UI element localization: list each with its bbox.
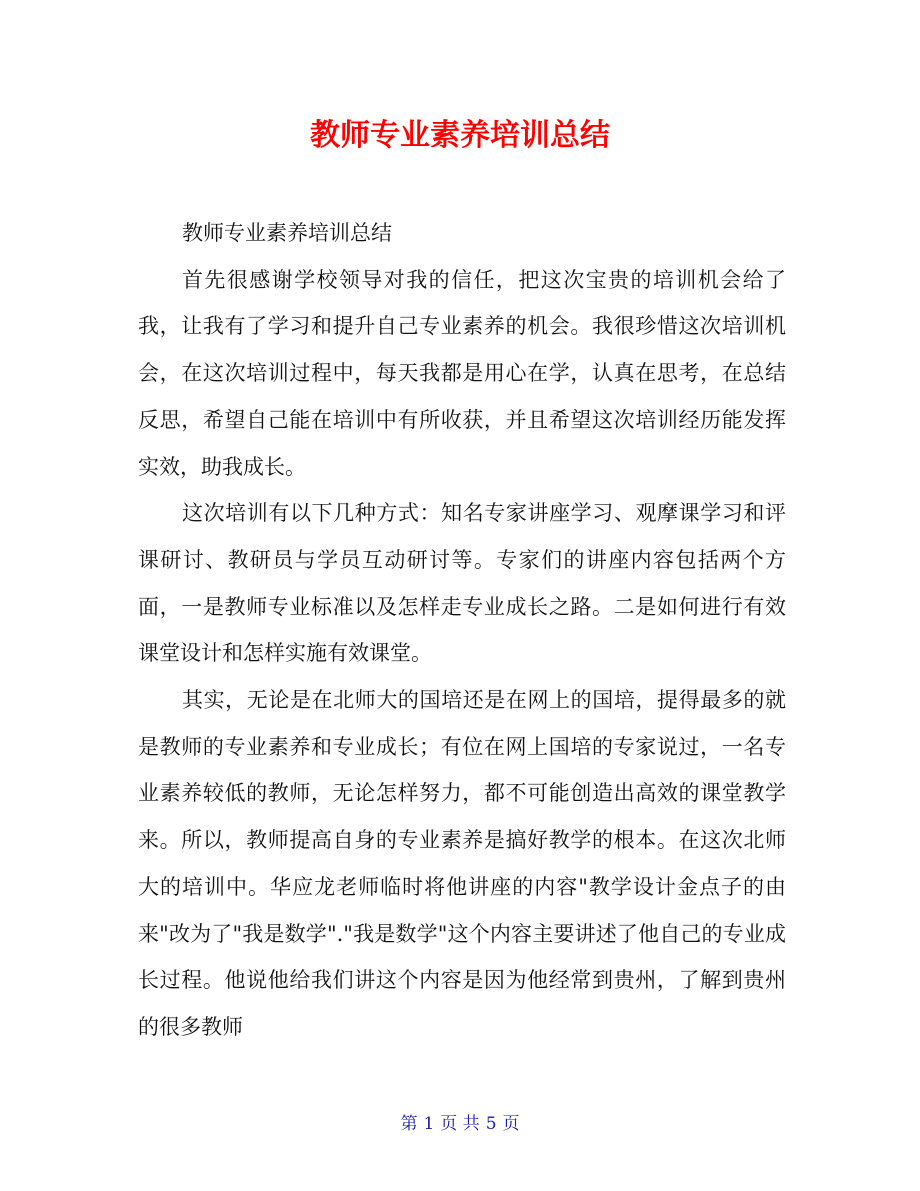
footer-label-page: 第 [400, 1114, 418, 1134]
body-paragraph-1: 首先很感谢学校领导对我的信任，把这次宝贵的培训机会给了我，让我有了学习和提升自己专业素养的机会。我很珍惜这次培训机会，在这次培训过程中，每天我都是用心在学，认真在思考，在总结反思，希望自己能在培训中有所收获，并且希望这次培训经历能发挥实效，助我成长。 [138, 267, 786, 479]
body-paragraph-2: 这次培训有以下几种方式：知名专家讲座学习、观摩课学习和评课研讨、教研员与学员互动研讨等。专家们的讲座内容包括两个方面，一是教师专业标准以及怎样走专业成长之路。二是如何进行有效课堂设计和怎样实施有效课堂。 [138, 501, 786, 666]
body-paragraph-3: 其实，无论是在北师大的国培还是在网上的国培，提得最多的就是教师的专业素养和专业成长；有位在网上国培的专家说过，一名专业素养较低的教师，无论怎样努力，都不可能创造出高效的课堂教学来。所以，教师提高自身的专业素养是搞好教学的根本。在这次北师大的培训中。华应龙老师临时将他讲座的内容"教学设计金点子的由来"改为了"我是数学"."我是数学"这个内容主要讲述了他自己的专业成长过程。他说他给我们讲这个内容是因为他经常到贵州，了解到贵州的很多教师 [138, 688, 786, 1039]
footer-total-pages: 5 [485, 1114, 497, 1134]
document-title: 教师专业素养培训总结 [310, 118, 610, 153]
page-footer [0, 1112, 920, 1136]
document-body [138, 210, 786, 1051]
footer-label-of: 页 共 [440, 1114, 480, 1134]
body-heading-line: 教师专业素养培训总结 [182, 221, 392, 245]
footer-label-end: 页 [502, 1114, 520, 1134]
footer-current-page: 1 [423, 1114, 435, 1134]
